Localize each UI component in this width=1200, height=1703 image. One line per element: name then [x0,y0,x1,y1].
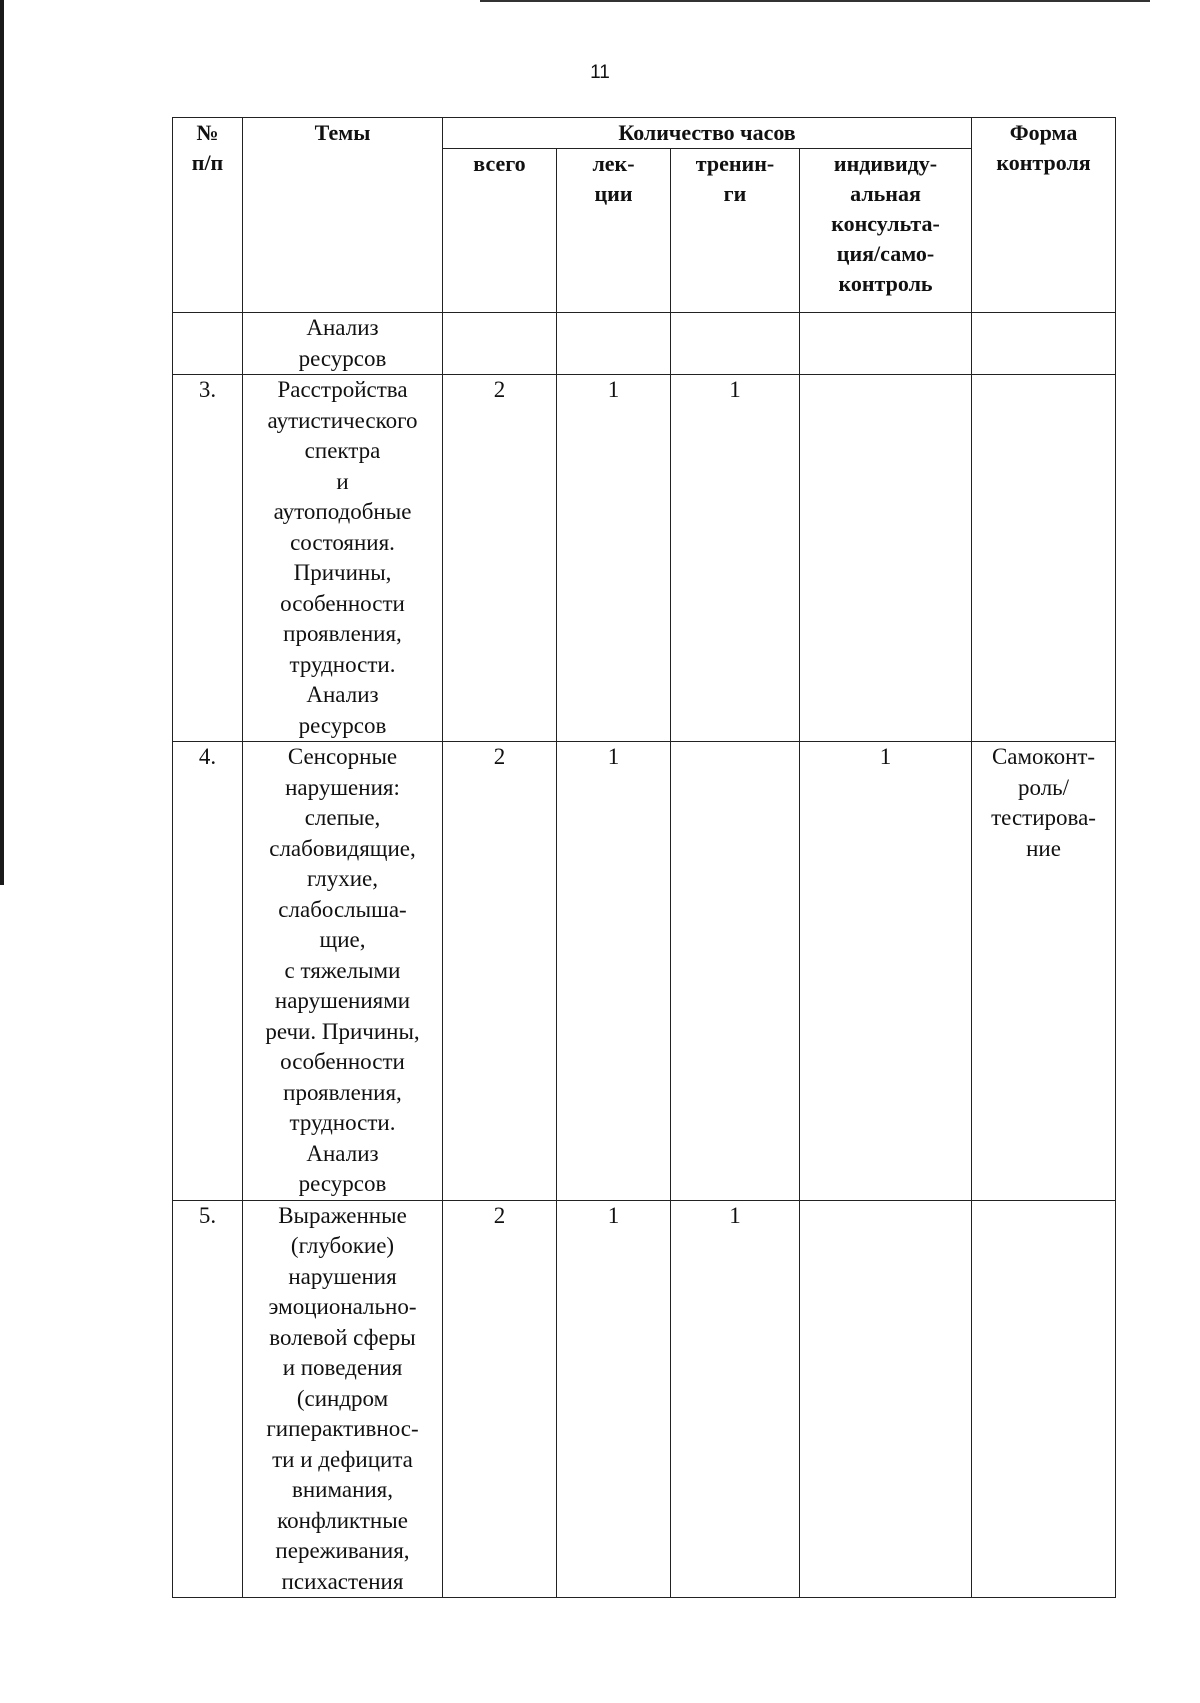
header-lectures: лек- ции [557,149,671,313]
row-control [972,313,1116,375]
row-trainings [671,313,800,375]
curriculum-table [172,117,1116,1598]
row-lectures: 1 [557,1200,671,1598]
row-individual [800,313,972,375]
row-trainings [671,742,800,1201]
row-topic: Анализ ресурсов [243,313,443,375]
row-individual: 1 [800,742,972,1201]
header-trainings: тренин- ги [671,149,800,313]
row-control [972,1200,1116,1598]
row-topic: Сенсорные нарушения: слепые, слабовидящие, глухие, слабослыша- щие, с тяжелыми нарушениями речи. Причины, особенности проявления, трудности. Анализ ресурсов [243,742,443,1201]
row-num: 3. [173,375,243,742]
row-individual [800,1200,972,1598]
header-total: всего [443,149,557,313]
table-row [173,375,1116,742]
row-control: Самоконт- роль/ тестирова- ние [972,742,1116,1201]
header-topics: Темы [243,118,443,313]
row-total: 2 [443,375,557,742]
row-total: 2 [443,742,557,1201]
row-lectures [557,313,671,375]
row-trainings: 1 [671,1200,800,1598]
row-lectures: 1 [557,375,671,742]
row-topic: Выраженные (глубокие) нарушения эмоционально- волевой сферы и поведения (синдром гиперактивнос- ти и дефицита внимания, конфликтные переживания, психастения [243,1200,443,1598]
table-row [173,742,1116,1201]
row-total [443,313,557,375]
header-individual: индивиду- альная консульта- ция/само- контроль [800,149,972,313]
header-row-1 [173,118,1116,149]
scan-edge-top [480,0,1150,2]
table-row [173,1200,1116,1598]
header-num: № п/п [173,118,243,313]
row-num [173,313,243,375]
row-lectures: 1 [557,742,671,1201]
scan-edge-left [0,0,4,885]
row-topic: Расстройства аутистического спектра и аутоподобные состояния. Причины, особенности проявления, трудности. Анализ ресурсов [243,375,443,742]
header-hours-group: Количество часов [443,118,972,149]
row-individual [800,375,972,742]
row-trainings: 1 [671,375,800,742]
header-control: Форма контроля [972,118,1116,313]
table-row [173,313,1116,375]
row-num: 4. [173,742,243,1201]
row-total: 2 [443,1200,557,1598]
page-number: 11 [590,62,610,83]
row-num: 5. [173,1200,243,1598]
row-control [972,375,1116,742]
